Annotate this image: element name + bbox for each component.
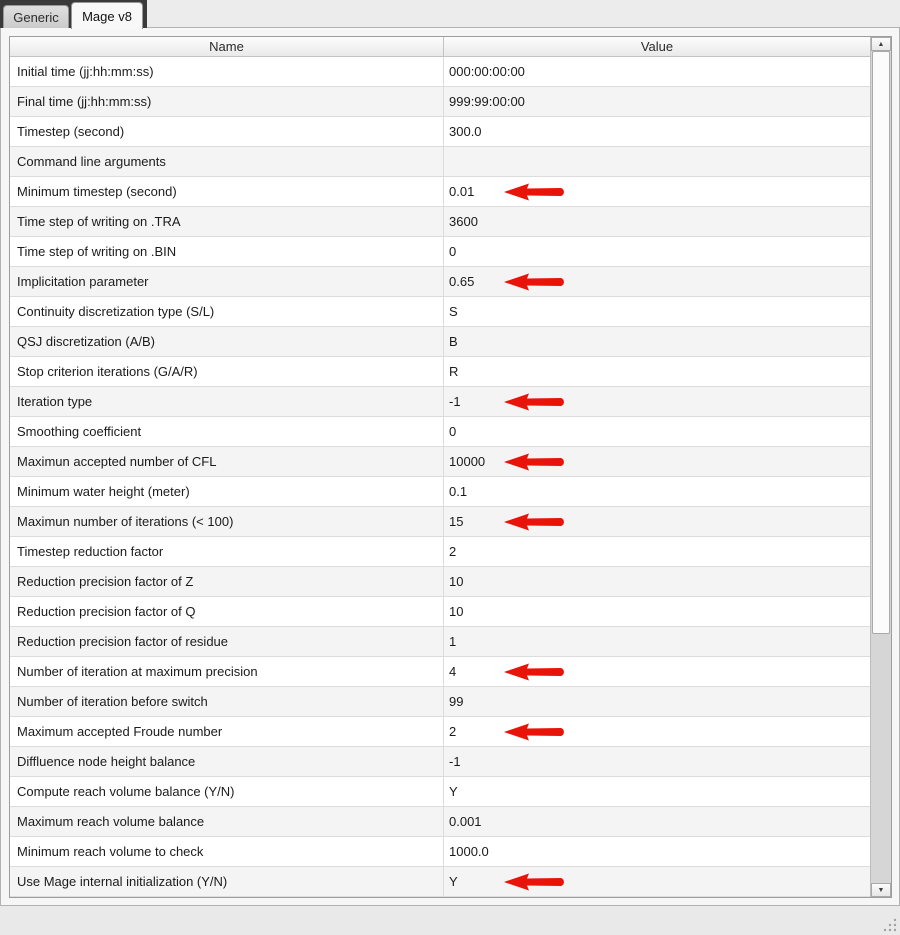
param-value[interactable] [444,687,870,716]
table-row[interactable] [10,237,870,267]
param-name: Iteration type [10,387,444,416]
tab-bar [0,0,900,28]
table-row[interactable] [10,867,870,897]
param-name: Reduction precision factor of Z [10,567,444,596]
param-value-text: 0.1 [449,484,468,499]
tab-mage-v8[interactable] [71,2,143,29]
param-value-text: 0.01 [449,184,475,199]
param-value[interactable] [444,237,870,266]
param-name: Minimum reach volume to check [10,837,444,866]
param-value-text: 0.001 [449,814,482,829]
red-arrow-icon [502,452,566,472]
table-row[interactable] [10,687,870,717]
param-value-text: 10 [449,574,464,589]
table-row[interactable] [10,267,870,297]
red-arrow-icon [502,722,566,742]
param-value[interactable] [444,417,870,446]
param-value[interactable] [444,627,870,656]
column-header-name[interactable]: Name [10,37,444,56]
table-row[interactable] [10,777,870,807]
up-arrow-icon: ▲ [877,40,885,48]
param-name: Command line arguments [10,147,444,176]
param-name: Final time (jj:hh:mm:ss) [10,87,444,116]
param-value[interactable] [444,87,870,116]
param-name: Time step of writing on .TRA [10,207,444,236]
param-value-text: 999:99:00:00 [449,94,525,109]
param-value[interactable] [444,507,870,536]
table-row[interactable] [10,447,870,477]
red-arrow-icon [502,272,566,292]
param-value-text: 2 [449,724,457,739]
param-value[interactable] [444,477,870,506]
table-row[interactable] [10,627,870,657]
param-name: Initial time (jj:hh:mm:ss) [10,57,444,86]
param-value[interactable] [444,267,870,296]
table-header [10,37,870,57]
param-name: Continuity discretization type (S/L) [10,297,444,326]
table-row[interactable] [10,357,870,387]
bottom-bar [0,906,900,935]
param-name: Maximun number of iterations (< 100) [10,507,444,536]
param-value-text: 15 [449,514,464,529]
param-value-text: S [449,304,458,319]
tab-generic[interactable] [3,5,69,28]
parameters-table [9,36,892,898]
tab-generic-label: Generic [13,9,59,25]
param-value-text: 4 [449,664,457,679]
table-row[interactable] [10,567,870,597]
param-name: Smoothing coefficient [10,417,444,446]
param-name: Time step of writing on .BIN [10,237,444,266]
param-name: Reduction precision factor of residue [10,627,444,656]
table-row[interactable] [10,717,870,747]
param-value[interactable] [444,297,870,326]
param-value-text: B [449,334,458,349]
param-value-text: 10 [449,604,464,619]
param-name: QSJ discretization (A/B) [10,327,444,356]
param-value-text: 300.0 [449,124,482,139]
param-value-text: 10000 [449,454,486,469]
table-row[interactable] [10,177,870,207]
column-header-value[interactable]: Value [640,39,674,54]
table-row[interactable] [10,327,870,357]
param-value[interactable] [444,657,870,686]
table-row[interactable] [10,507,870,537]
param-name: Stop criterion iterations (G/A/R) [10,357,444,386]
param-name: Maximun accepted number of CFL [10,447,444,476]
param-value[interactable] [444,567,870,596]
param-value-text: 1 [449,634,457,649]
param-value-text: 0.65 [449,274,475,289]
table-row[interactable] [10,417,870,447]
table-row[interactable] [10,657,870,687]
param-value[interactable] [444,537,870,566]
table-body [10,57,870,897]
param-name: Number of iteration before switch [10,687,444,716]
tab-mage-v8-label: Mage v8 [82,8,132,24]
param-value[interactable] [444,387,870,416]
param-name: Minimum water height (meter) [10,477,444,506]
param-value[interactable] [444,837,870,866]
param-value[interactable] [444,867,870,896]
table-row[interactable] [10,747,870,777]
param-value[interactable] [444,57,870,86]
param-value[interactable] [444,207,870,236]
param-value-text: 0 [449,424,457,439]
table-row[interactable] [10,207,870,237]
table-row[interactable] [10,807,870,837]
table-row[interactable] [10,117,870,147]
scroll-up-button[interactable] [871,37,891,51]
parameters-page [0,28,900,906]
red-arrow-icon [502,872,566,892]
param-value-text: 000:00:00:00 [449,64,525,79]
param-value-text: 2 [449,544,457,559]
param-value-text: 99 [449,694,464,709]
param-value-text: R [449,364,459,379]
param-value-text: 0 [449,244,457,259]
param-name: Minimum timestep (second) [10,177,444,206]
table-row[interactable] [10,297,870,327]
red-arrow-icon [502,392,566,412]
param-value-text: -1 [449,394,461,409]
param-value[interactable] [444,807,870,836]
table-row[interactable] [10,597,870,627]
table-row[interactable] [10,387,870,417]
resize-grip-icon[interactable] [882,917,898,933]
param-value-text: Y [449,784,458,799]
param-name: Use Mage internal initialization (Y/N) [10,867,444,896]
param-value[interactable] [444,447,870,476]
table-row[interactable] [10,837,870,867]
param-value-text: -1 [449,754,461,769]
scrollbar-thumb[interactable] [872,51,890,634]
param-value-text: 1000.0 [449,844,489,859]
param-name: Implicitation parameter [10,267,444,296]
param-name: Number of iteration at maximum precision [10,657,444,686]
param-value[interactable] [444,357,870,386]
param-value[interactable] [444,597,870,626]
param-value-text: 3600 [449,214,478,229]
table-row[interactable] [10,537,870,567]
param-value[interactable] [444,717,870,746]
param-value[interactable] [444,327,870,356]
param-name: Reduction precision factor of Q [10,597,444,626]
param-name: Compute reach volume balance (Y/N) [10,777,444,806]
param-name: Maximum reach volume balance [10,807,444,836]
red-arrow-icon [502,182,566,202]
param-value[interactable] [444,777,870,806]
param-value[interactable] [444,147,870,176]
vertical-scrollbar[interactable] [870,37,891,897]
down-arrow-icon: ▼ [877,886,885,894]
param-name: Maximum accepted Froude number [10,717,444,746]
table-row[interactable] [10,477,870,507]
param-value-text: Y [449,874,458,889]
red-arrow-icon [502,662,566,682]
scroll-down-button[interactable] [871,883,891,897]
table-row[interactable] [10,57,870,87]
table-main [10,37,870,897]
param-value[interactable] [444,117,870,146]
param-name: Timestep (second) [10,117,444,146]
table-row[interactable] [10,87,870,117]
param-value[interactable] [444,747,870,776]
param-name: Timestep reduction factor [10,537,444,566]
red-arrow-icon [502,512,566,532]
param-value[interactable] [444,177,870,206]
param-name: Diffluence node height balance [10,747,444,776]
table-row[interactable] [10,147,870,177]
